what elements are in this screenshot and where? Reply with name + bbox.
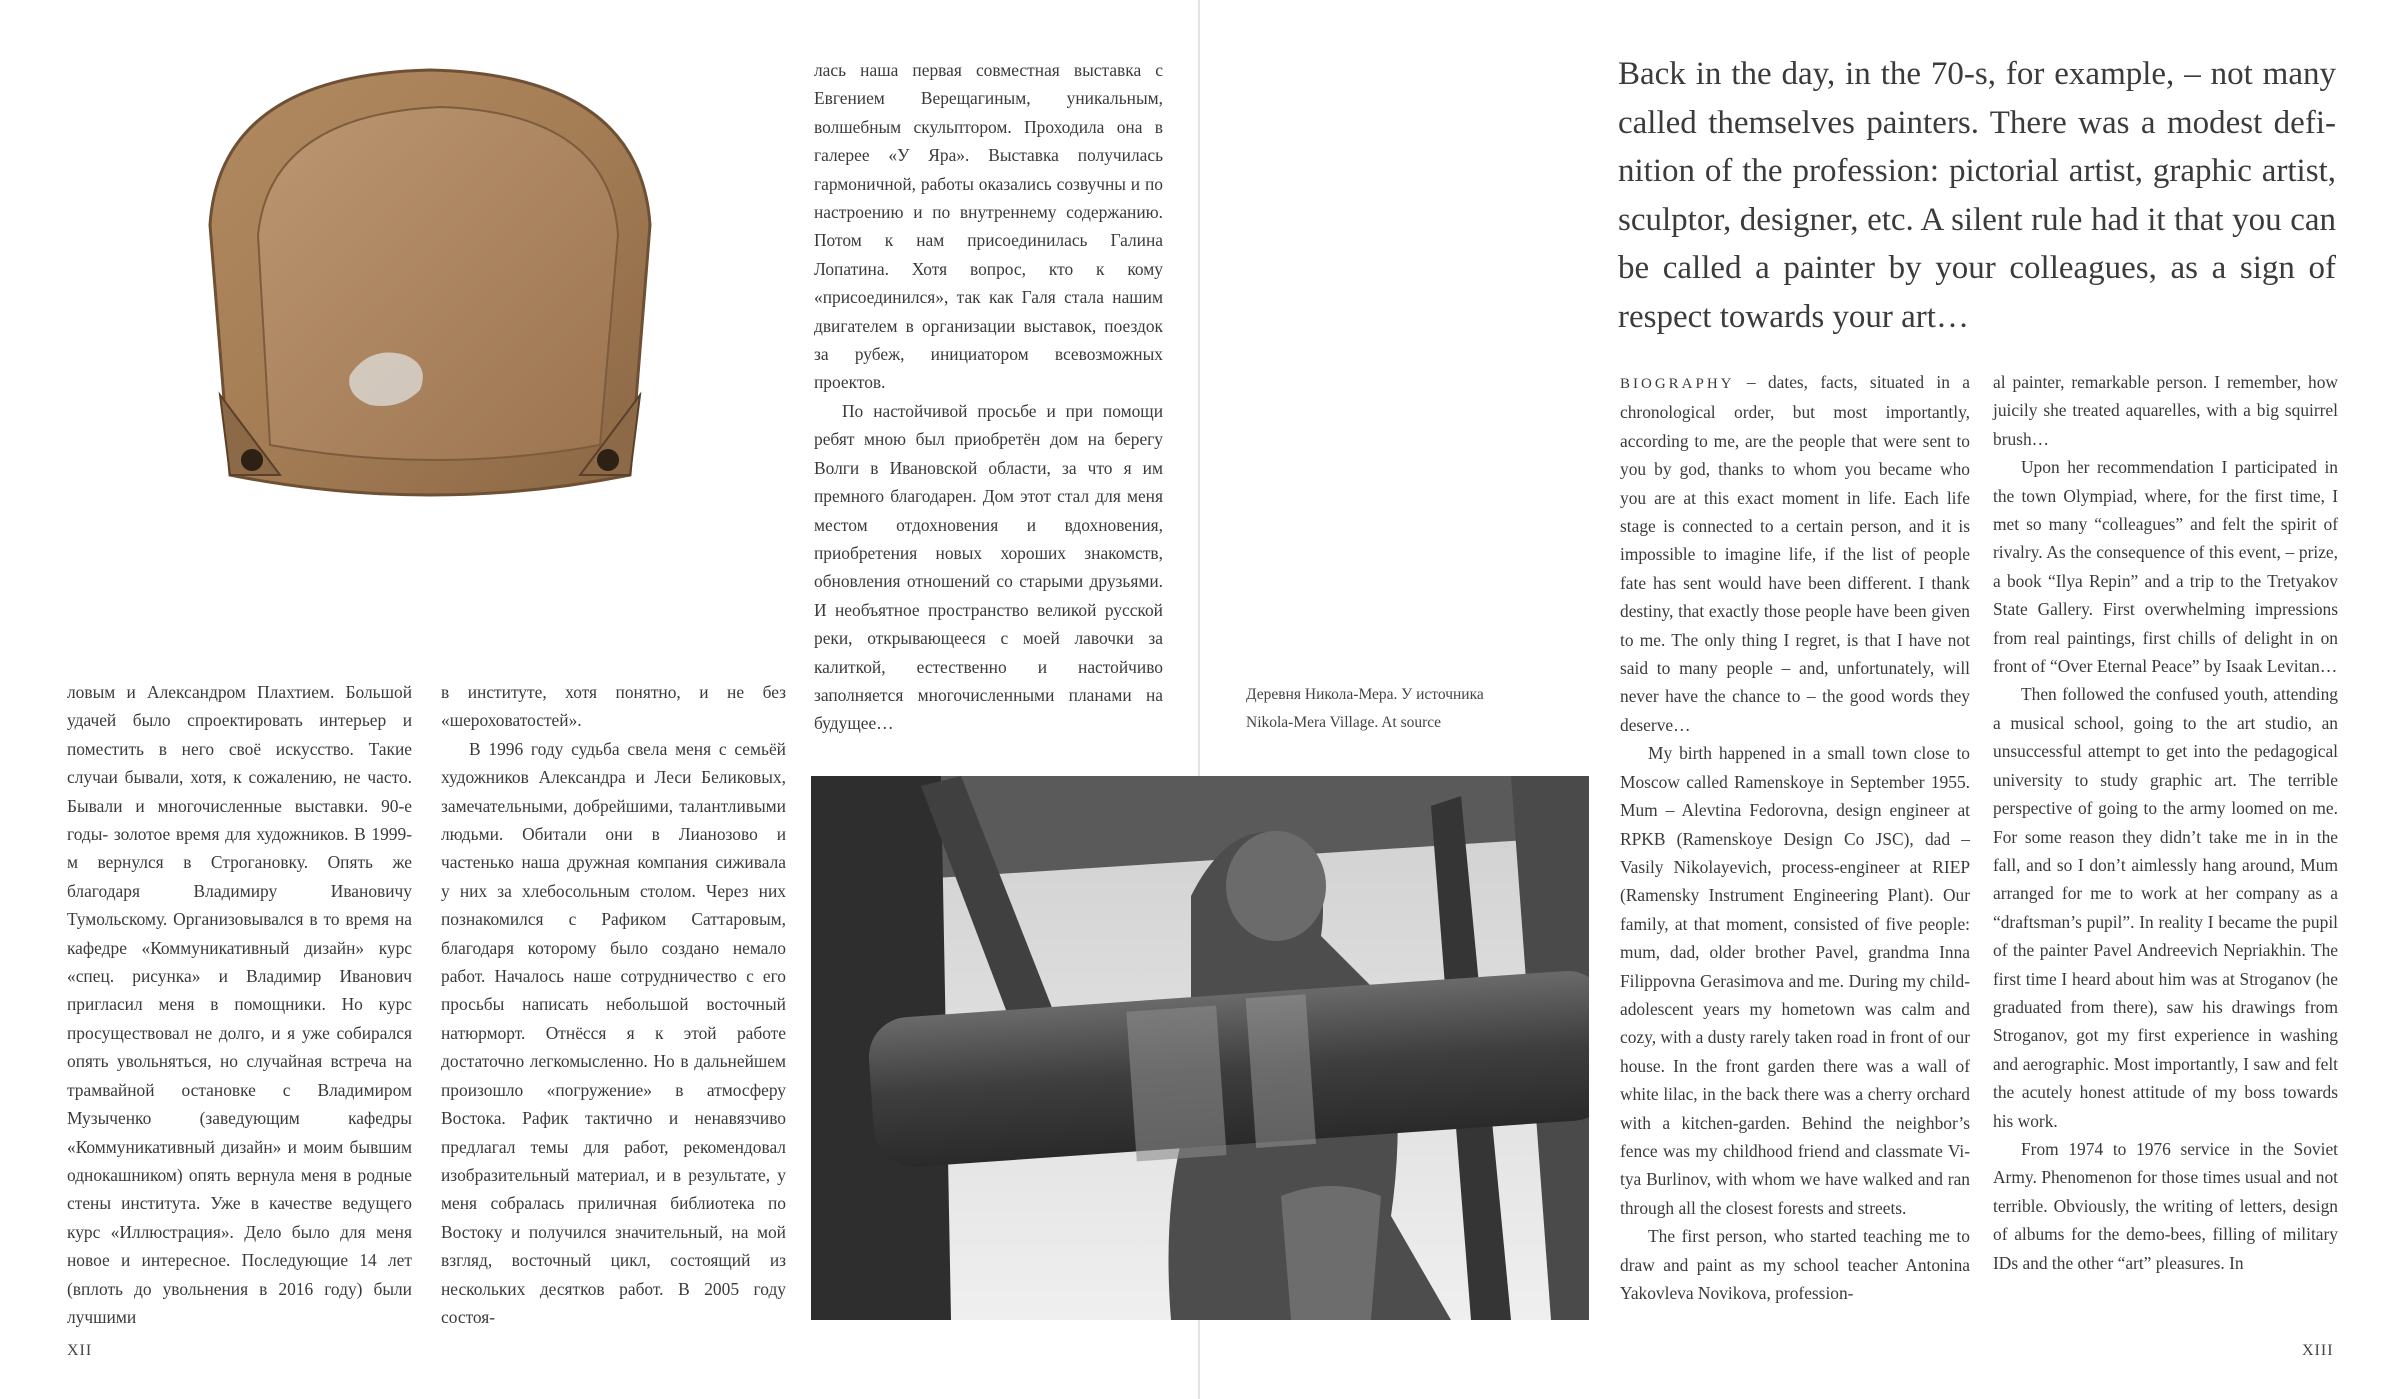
village-well-photo [811, 776, 1589, 1320]
col4-paragraph: The first person, who started teaching me to draw and paint as my school teacher Antonina Yakovleva Novikova, profession- [1620, 1226, 1970, 1303]
wooden-seat-image [190, 55, 670, 515]
col3-paragraph: По настойчивой просьбе и при помощи ребят мною был приобретён дом на берегу Волги в Ивановской области, за что я им премного благодарен. Дом этот стал для меня местом отдохновения и вдохновения, приобретения новых хороших знакомств, обновления отношений со старыми друзьями. И необъятное пространство великой русской реки, открывающееся с моей лавочки за калиткой, естественно и настойчиво заполняется многочисленными планами на будущее… [814, 400, 1163, 734]
column-2 [441, 678, 786, 1331]
column-4 [1620, 368, 1970, 1307]
caption-ru: Деревня Никола-Мера. У источника [1246, 686, 1484, 703]
col2-paragraph: в институте, хотя понятно, и не без «шероховатостей». [441, 682, 786, 731]
column-5 [1993, 368, 2338, 1277]
col3-paragraph: лась наша первая совместная выставка с Евгением Верещагиным, уникальным, волшебным скульптором. Проходила она в галерее «У Яра». Выставка получилась гармоничной, работы оказались созвучны и по настроению и по внутреннему содержанию. Потом к нам присоединилась Галина Лопатина. Хотя вопрос, кто к кому «присоединился», так как Галя стала нашим двигателем в организации выставок, поездок за рубеж, инициатором всевозможных проектов. [814, 60, 1163, 393]
folio-right: XIII [2302, 1342, 2334, 1359]
folio-left: XII [67, 1342, 93, 1359]
col2-paragraph: В 1996 году судьба свела меня с семьёй художников Александра и Леси Беликовых, замечательными, добрейшими, талантливыми людьми. Обитали они в Лианозово и частенько наша дружная компания сиживала у них за хлебосольным столом. Через них познакомился с Рафиком Саттаровым, благодаря которому было создано немало работ. Началось наше сотрудничество с его просьбы написать небольшой восточный натюрморт. Отнёсся я к этой работе достаточно легкомысленно. Но в дальнейшем произошло «погружение» в атмосферу Востока. Рафик тактично и ненавязчиво предлагал темы для работ, рекомендовал изобразительный материал, и в результате, у меня собралась приличная библиотека по Востоку и получился значительный, на мой взгляд, восточный цикл, состоящий из нескольких десятков работ. В 2005 году состоя- [441, 738, 786, 1327]
col1-paragraph: ловым и Александром Плахтием. Большой удачей было спроектировать интерьер и поместить в него своё искусство. Такие случаи бывали, хотя, к сожалению, не часто. Бывали и многочисленные выставки. 90-е годы- золотое время для художников. В 1999-м вернулся в Строгановку. Опять же благодаря Владимиру Ивановичу Тумольскому. Организовывался в то время на кафедре «Коммуникативный дизайн» курс «спец. рисунка» и Владимир Иванович пригласил меня в помощники. Но курс просуществовал не долго, и я уже собирался опять увольняться, но случайная встреча на трамвайной остановке с Владимиром Музыченко (заведующим кафедры «Коммуникативный дизайн» и моим бывшим однокашником) опять вернула меня в родные стены института. Уже в качестве ведущего курс «Иллюстрация». Дело было для меня новое и интересное. Последующие 14 лет (вплоть до увольнения в 2016 году) были лучшими [67, 682, 412, 1327]
photo-caption [1246, 681, 1566, 737]
col4-paragraph: My birth happened in a small town close to Moscow called Ramenskoye in September 1955. Mum – Alevtina Fedorovna, design engineer at RPKB (Ramenskoye Design Co JSC), dad – Vasily Nikolayevich, process-engineer at RIEP (Ramensky Instrument Engineering Plant). Our family, at that moment, consisted of five people: mum, dad, older brother Pavel, grandma Inna Filippovna Gerasimova and me. During my child-adolescent years my hometown was calm and cozy, with a dusty rarely taken road in front of our house. In the front garden there was a wall of white lilac, in the back there was a cherry orchard with a kitchen-garden. Behind the neighbor’s fence was my childhood friend and classmate Vitya Burlinov, with whom we have walked and ran through all the closest forests and streets. [1620, 743, 1970, 1218]
column-3 [814, 56, 1163, 738]
col5-paragraph: al painter, remarkable person. I remember, how juicily she treated aquarelles, with a big squirrel brush… [1993, 372, 2338, 449]
col5-paragraph: Upon her recommendation I participated in the town Olympiad, where, for the first time, I met so many “colleagues” and felt the spirit of rivalry. As the consequence of this event, – prize, a book “Ilya Repin” and a trip to the Tretyakov State Gallery. First overwhelming impressions from real paintings, first chills of delight in on front of “Over Eternal Peace” by Isaak Levitan… [1993, 457, 2338, 677]
biography-lead: BIOGRAPHY [1620, 376, 1735, 392]
caption-en: Nikola-Mera Village. At source [1246, 714, 1442, 731]
pull-quote: Back in the day, in the 70-s, for example, – not many called themselves painters. There was a modest definition of the profession: pictorial artist, graphic artist, sculptor, designer, etc. A silent rule had it that you can be called a painter by your colleagues, as a sign of respect towards your art… [1618, 56, 2336, 335]
col5-paragraph: From 1974 to 1976 service in the Soviet Army. Phenomenon for those times usual and not terrible. Obviously, the writing of letters, design of albums for the demo-bees, filling of military IDs and the other “art” pleasures. In [1993, 1138, 2338, 1273]
column-1 [67, 678, 412, 1331]
col5-paragraph: Then followed the confused youth, attending a musical school, going to the art studio, an unsuccessful attempt to get into the pedagogical university to study graphic art. The terrible perspective of going to the army loomed on me. For some reason they didn’t take me in in the fall, and so I don’t aimlessly hang around, Mum arranged for me to work at her company as a “draftsman’s pupil”. In reality I became the pupil of the painter Pavel Andreevich Nepriakhin. The first time I heard about him was at Stroganov (he graduated from there), saw his drawings from Stroganov, got my first experience in washing and aerographic. Most importantly, I saw and felt the acutely honest attitude of my boss towards his work. [1993, 684, 2338, 1131]
col4-paragraph: – dates, facts, situated in a chronological order, but most importantly, according to me, are the people that were sent to you by god, thanks to whom you became who you are at this exact moment in life. Each life stage is connected to a certain person, and it is impossible to imagine life, if the list of people fate has sent would have been different. I thank destiny, that exactly those people have been given to me. The only thing I regret, is that I have not said to many people – and, unfortunately, will never have the chance to – the good words they deserve… [1620, 372, 1970, 735]
